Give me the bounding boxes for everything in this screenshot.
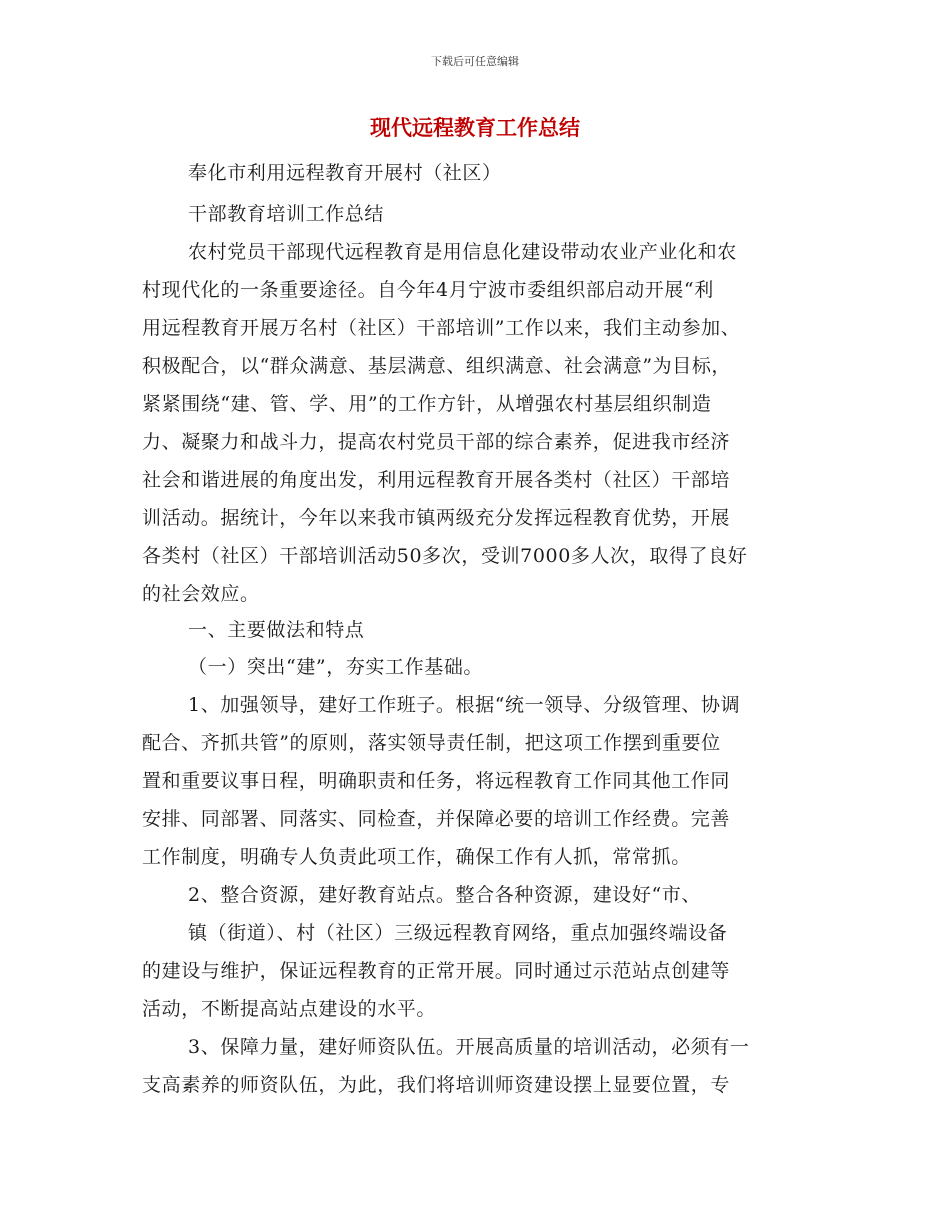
body-line: 安排、同部署、同落实、同检查，并保障必要的培训工作经费。完善 bbox=[142, 808, 731, 830]
body-line: 3、保障力量，建好师资队伍。开展高质量的培训活动，必须有一 bbox=[188, 1036, 750, 1058]
body-line: 镇（街道）、村（社区）三级远程教育网络，重点加强终端设备 bbox=[188, 922, 728, 944]
body-line: 活动，不断提高站点建设的水平。 bbox=[142, 998, 437, 1020]
body-line: 2、整合资源，建好教育站点。整合各种资源，建设好“市、 bbox=[188, 884, 702, 906]
body-line: 置和重要议事日程，明确职责和任务，将远程教育工作同其他工作同 bbox=[142, 770, 731, 792]
body-line: 的建设与维护，保证远程教育的正常开展。同时通过示范站点创建等 bbox=[142, 960, 731, 982]
body-line: 用远程教育开展万名村（社区）干部培训”工作以来，我们主动参加、 bbox=[142, 317, 741, 339]
body-line: （一）突出“建”，夯实工作基础。 bbox=[188, 656, 484, 678]
body-line: 村现代化的一条重要途径。自今年4月宁波市委组织部启动开展“利 bbox=[142, 279, 714, 301]
page-title: 现代远程教育工作总结 bbox=[370, 115, 580, 140]
body-line: 力、凝聚力和战斗力，提高农村党员干部的综合素养，促进我市经济 bbox=[142, 431, 731, 453]
body-line: 各类村（社区）干部培训活动50多次，受训7000多人次，取得了良好 bbox=[142, 545, 748, 567]
body-line: 工作制度，明确专人负责此项工作，确保工作有人抓，常常抓。 bbox=[142, 846, 691, 868]
body-line: 支高素养的师资队伍，为此，我们将培训师资建设摆上显要位置，专 bbox=[142, 1074, 731, 1096]
body-line: 积极配合，以“群众满意、基层满意、组织满意、社会满意”为目标， bbox=[142, 355, 732, 377]
body-line: 配合、齐抓共管”的原则，落实领导责任制，把这项工作摆到重要位 bbox=[142, 732, 721, 754]
body-line: 社会和谐进展的角度出发，利用远程教育开展各类村（社区）干部培 bbox=[142, 469, 731, 491]
header-note: 下载后可任意编辑 bbox=[431, 55, 519, 68]
body-line: 干部教育培训工作总结 bbox=[188, 203, 385, 225]
body-line: 奉化市利用远程教育开展村（社区） bbox=[188, 162, 502, 184]
body-line: 紧紧围绕“建、管、学、用”的工作方针，从增强农村基层组织制造 bbox=[142, 393, 712, 415]
body-line: 1、加强领导，建好工作班子。根据“统一领导、分级管理、协调 bbox=[188, 694, 741, 716]
body-line: 的社会效应。 bbox=[142, 583, 260, 605]
body-line: 训活动。据统计，今年以来我市镇两级充分发挥远程教育优势，开展 bbox=[142, 507, 731, 529]
body-line: 农村党员干部现代远程教育是用信息化建设带动农业产业化和农 bbox=[188, 241, 737, 263]
body-line: 一、主要做法和特点 bbox=[188, 619, 365, 641]
